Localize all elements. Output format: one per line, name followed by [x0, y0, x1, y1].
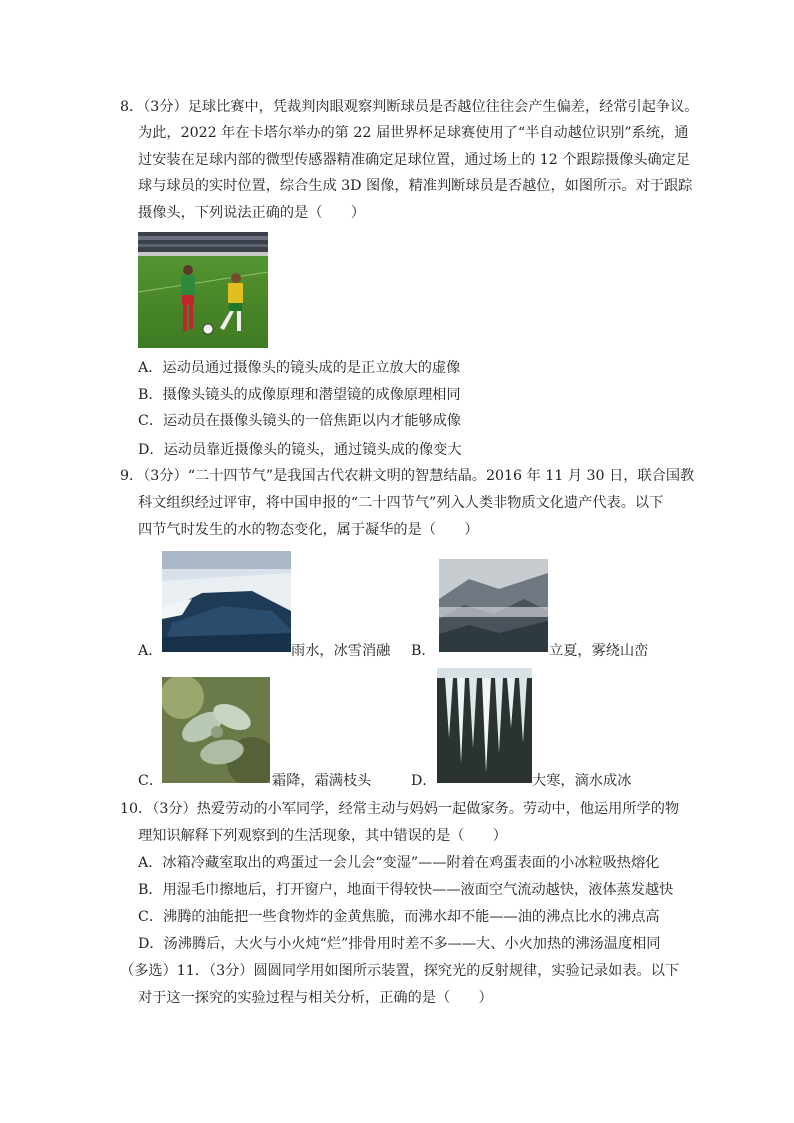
- q9-option-a-text: 雨水，冰雪消融: [291, 643, 391, 659]
- q11-stem-line-2: 对于这一探究的实验过程与相关分析，正确的是（ ）: [138, 990, 493, 1006]
- q10-option-a: A．冰箱冷藏室取出的鸡蛋过一会儿会“变湿”——附着在鸡蛋表面的小冰粒吸热熔化: [138, 855, 660, 871]
- q10-option-b: B．用湿毛巾擦地后，打开窗户，地面干得较快——液面空气流动越快，液体蒸发越快: [138, 882, 674, 898]
- q8-stem-line-2: 为此，2022 年在卡塔尔举办的第 22 届世界杯足球赛使用了“半自动越位识别”系统，通: [138, 125, 689, 141]
- q9-option-a-letter: A．: [138, 643, 163, 659]
- q9-option-c-letter: C．: [138, 773, 164, 789]
- q8-stem-line-4: 球与球员的实时位置，综合生成 3D 图像，精准判断球员是否越位，如图所示。对于跟踪: [138, 178, 693, 194]
- q8-stem-line-1: 8．（3分）足球比赛中，凭裁判肉眼观察判断球员是否越位往往会产生偏差，经常引起争议。: [120, 99, 699, 115]
- q10-stem-line-1: 10．（3分）热爱劳动的小军同学，经常主动与妈妈一起做家务。劳动中，他运用所学的物: [120, 801, 680, 817]
- q9-option-d-text: 大寒，滴水成冰: [532, 773, 632, 789]
- q8-option-c: C．运动员在摄像头镜头的一倍焦距以内才能够成像: [138, 413, 461, 429]
- q8-option-b: B．摄像头镜头的成像原理和潜望镜的成像原理相同: [138, 387, 461, 403]
- q9-option-b-letter: B．: [411, 643, 436, 659]
- q10-option-c: C．沸腾的油能把一些食物炸的金黄焦脆，而沸水却不能——油的沸点比水的沸点高: [138, 909, 660, 925]
- q9-stem-line-1: 9．（3分）“二十四节气”是我国古代农耕文明的智慧结晶。2016 年 11 月 30 日，联合国教: [120, 468, 695, 484]
- q10-option-d: D．汤沸腾后，大火与小火炖“烂”排骨用时差不多——大、小火加热的沸汤温度相同: [138, 936, 661, 952]
- q9-option-b-text: 立夏，雾绕山峦: [549, 643, 649, 659]
- q10-stem-line-2: 理知识解释下列观察到的生活现象，其中错误的是（ ）: [138, 828, 507, 844]
- q8-stem-line-3: 过安装在足球内部的微型传感器精准确定足球位置，通过场上的 12 个跟踪摄像头确定足: [138, 152, 691, 168]
- q9-option-d-letter: D．: [411, 773, 437, 789]
- q11-stem-line-1: （多选）11．（3分）圆圆同学用如图所示装置，探究光的反射规律，实验记录如表。以下: [120, 963, 680, 979]
- icicles-image: [437, 668, 532, 783]
- q9-stem-line-2: 科文组织经过评审，将中国申报的“二十四节气”列入人类非物质文化遗产代表。以下: [138, 495, 664, 511]
- melting-ice-image: [162, 551, 291, 652]
- soccer-players-image: [138, 232, 268, 348]
- q8-option-a: A．运动员通过摄像头的镜头成的是正立放大的虚像: [138, 360, 461, 376]
- q9-stem-line-3: 四节气时发生的水的物态变化，属于凝华的是（ ）: [138, 522, 479, 538]
- misty-mountain-image: [439, 559, 548, 652]
- frost-leaves-image: [162, 677, 270, 783]
- q8-option-d: D．运动员靠近摄像头的镜头，通过镜头成的像变大: [138, 442, 462, 458]
- q8-stem-line-5: 摄像头，下列说法正确的是（ ）: [138, 205, 366, 221]
- q9-option-c-text: 霜降，霜满枝头: [272, 773, 372, 789]
